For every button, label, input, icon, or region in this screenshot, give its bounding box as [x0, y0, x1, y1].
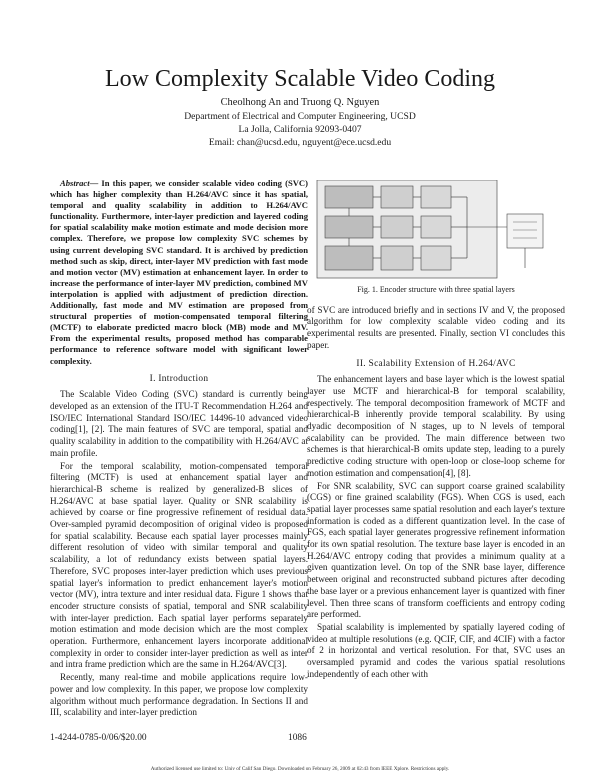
paragraph: of SVC are introduced briefly and in sections IV and V, the proposed algorithm for low complexity scalable video coding and its experimental results are presented. Finally, section VI concludes this paper. [307, 304, 565, 350]
email: Email: chan@ucsd.edu, nguyent@ece.ucsd.edu [208, 137, 392, 148]
paragraph: Recently, many real-time and mobile applications require low-power and low complexity. In this paper, we propose low complexity algorithm without much performance degradation. In Sections II and III, scalability and inter-layer prediction [50, 672, 308, 718]
authors: Cheolhong An and Truong Q. Nguyen [220, 97, 380, 108]
abstract [50, 178, 308, 367]
paragraph: The enhancement layers and base layer which is the lowest spatial layer use MCTF and hierarchical-B for temporal scalability, respectively. The temporal decomposition framework of MCTF and hierarchical-B inherently provide temporal scalability. By using dyadic decomposition of N stages, up to N levels of temporal scalability can be provided. The main difference between two schemes is that hierarchical-B omits update step, leading to a purely predictive coding structure with open-loop or close-loop scheme for motion estimation and compensation[4], [8]. [307, 374, 565, 478]
paragraph: For SNR scalability, SVC can support coarse grained scalability (CGS) or fine grained scalability (FGS). When CGS is used, each spatial layer processes same spatial resolution and each layer's texture information is coded as a different quantization level. In the case of FGS, each spatial layer generates progressive refinement information for its own spatial resolution. The texture base layer is encoded in an H.264/AVC entropy coding that provides a minimum quality at a given quantization level. On top of the SNR base layer, difference between original and reconstructed subband pictures after decoding the base layer or a previous enhancement layer is quantized with finer level. Then three scans of transform coefficients and entropy coding are performed. [307, 480, 565, 620]
right-column [307, 180, 565, 682]
paper-title: Low Complexity Scalable Video Coding [104, 66, 496, 92]
abstract-label: Abstract [60, 178, 90, 188]
authorization-notice: Authorized licensed use limited to: Univ of Calif San Diego. Downloaded on February 26, 2009 at 02:43 from IEEE Xplore. Restrictions apply. [150, 766, 450, 772]
figure-1 [307, 180, 565, 280]
encoder-structure-diagram [307, 180, 565, 280]
figure-caption: Fig. 1. Encoder structure with three spatial layers [357, 285, 515, 294]
section-2-heading: II. Scalability Extension of H.264/AVC [356, 358, 516, 369]
location: La Jolla, California 92093-0407 [238, 124, 362, 135]
paragraph: The Scalable Video Coding (SVC) standard is currently being developed as an extension of the ITU-T Recommendation H.264 and ISO/IEC International Standard ISO/IEC 14496-10 advanced video coding[1], [2]. The main features of SVC are temporal, spatial and quality scalability in addition to the compatibility with H.264/AVC at main profile. [50, 389, 308, 458]
affiliation: Department of Electrical and Computer Engineering, UCSD [184, 111, 416, 122]
abstract-text: — In this paper, we consider scalable video coding (SVC) which has higher complexity than H.264/AVC since it has spatial, temporal and quality scalability in addition to H.264/AVC functionality. Furthermore, inter-layer prediction and layered coding for spatial scalability make motion estimate and mode decision more complex. Therefore, we propose low complexity SVC schemes by using current developing SVC standard. It is archived by prediction method such as skip, direct, inter-layer MV prediction with fast mode and motion vector (MV) estimation at enhancement layer. In order to increase the performance of inter-layer MV prediction, combined MV interpolation is applied with adjustment of prediction direction. Additionally, fast mode and MV estimation are proposed from structural properties of motion-compensated temporal filtering (MCTF) to elaborate predicted macro block (MB) mode and MV. From the experimental results, proposed method has comparable performance to reference software model with significant lower complexity. [50, 178, 308, 366]
left-column [50, 178, 308, 720]
section-1-heading: I. Introduction [149, 373, 209, 384]
paragraph: Spatial scalability is implemented by spatially layered coding of video at multiple resolutions (e.g. QCIF, CIF, and 4CIF) with a factor of 2 in horizontal and vertical resolution. For that, SVC uses an oversampled pyramid and codes the various spatial resolutions independently of each other with [307, 621, 565, 679]
footer-isbn: 1-4244-0785-0/06/$20.00 [50, 733, 147, 743]
paragraph: For the temporal scalability, motion-compensated temporal filtering (MCTF) is used at enhancement spatial layer and hierarchical-B scheme is realized by generalized-B slices of H.264/AVC at base spatial layer. Quality or SNR scalability is achieved by coarse or fine progressive refinement of residual data. Over-sampled pyramid decomposition of original video is proposed for spatial scalability. Because each spatial layer processes mainly different resolution of video with similar temporal and quality scalability, a lot of redundancy exists between spatial layers. Therefore, SVC proposes inter-layer prediction which uses previous spatial layer's information to predict enhancement layer's motion vector (MV), intra texture and inter residual data. Figure 1 shows that encoder structure consists of spatial, temporal and SNR scalability with inter-layer prediction. Each spatial layer performs separately motion estimation and mode decision which are the most complex operation. Furthermore, enhancement layers incorporate additional complexity in order to consider inter-layer prediction as well as inter and intra frame prediction which are the same in H.264/AVC[3]. [50, 460, 308, 670]
page-number: 1086 [288, 733, 307, 743]
